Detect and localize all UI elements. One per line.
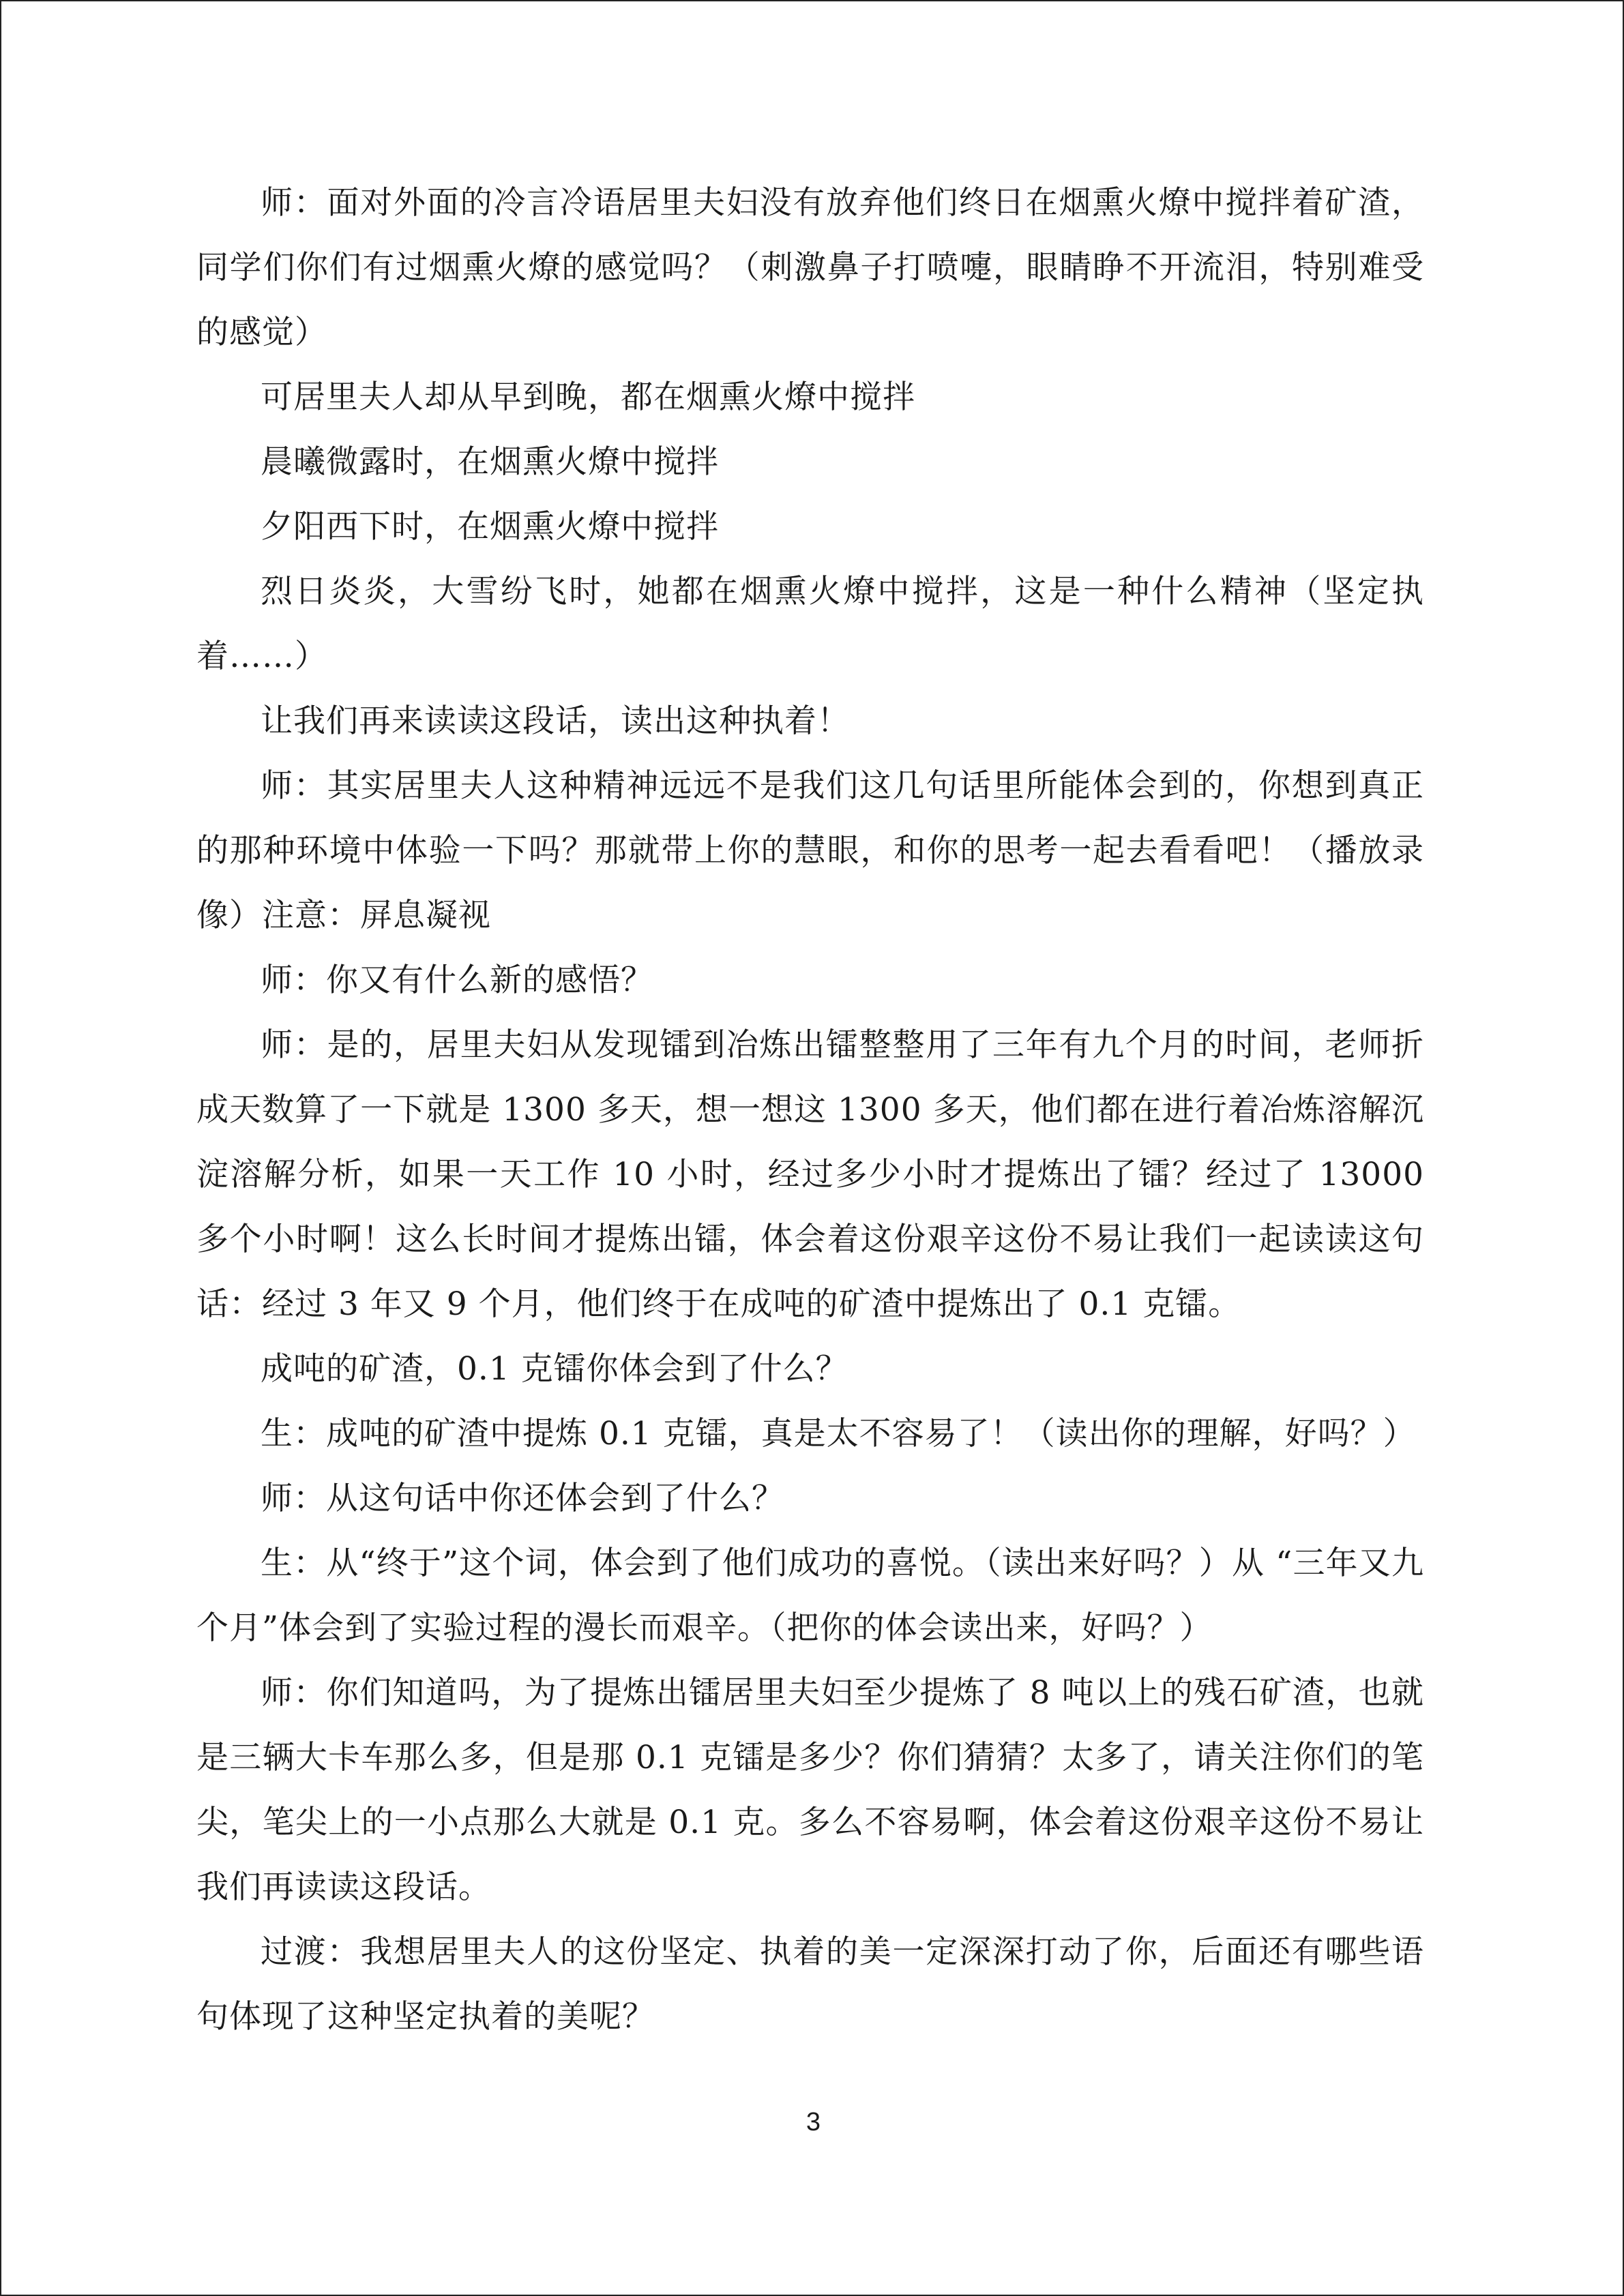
paragraph: 生：成吨的矿渣中提炼 0.1 克镭，真是太不容易了！（读出你的理解，好吗？） bbox=[261, 1415, 1416, 1452]
paragraph: 可居里夫人却从早到晚，都在烟熏火燎中搅拌 bbox=[261, 378, 915, 416]
paragraph: 让我们再来读读这段话，读出这种执着！ bbox=[261, 702, 850, 740]
paragraph: 过渡：我想居里夫人的这份坚定、执着的美一定深深打动了你，后面还有哪些语句体现了这种坚定执着的美呢？ bbox=[196, 1933, 1424, 2036]
page-number: 3 bbox=[806, 2108, 821, 2136]
paragraph: 师：其实居里夫人这种精神远远不是我们这几句话里所能体会到的，你想到真正的那种环境中体验一下吗？那就带上你的慧眼，和你的思考一起去看看吧！（播放录像）注意：屏息凝视 bbox=[196, 767, 1424, 934]
paragraph: 师：你们知道吗，为了提炼出镭居里夫妇至少提炼了 8 吨以上的残石矿渣，也就是三辆大卡车那么多，但是那 0.1 克镭是多少？你们猜猜？太多了，请关注你们的笔尖，笔尖上的一小点那么大就是 0.1 克。多么不容易啊，体会着这份艰辛这份不易让我们再读读这段话。 bbox=[196, 1674, 1424, 1906]
paragraph: 晨曦微露时，在烟熏火燎中搅拌 bbox=[261, 443, 719, 481]
paragraph: 师：是的，居里夫妇从发现镭到冶炼出镭整整用了三年有九个月的时间，老师折成天数算了一下就是 1300 多天，想一想这 1300 多天，他们都在进行着冶炼溶解沉淀溶解分析，如果一天工作 10 小时，经过多少小时才提炼出了镭？经过了 13000 多个小时啊！这么长时间才提炼出镭，体会着这份艰辛这份不易让我们一起读读这句话：经过 3 年又 9 个月，他们终于在成吨的矿渣中提炼出了 0.1 克镭。 bbox=[196, 1026, 1424, 1323]
paragraph: 烈日炎炎，大雪纷飞时，她都在烟熏火燎中搅拌，这是一种什么精神（坚定执着……） bbox=[196, 573, 1424, 675]
paragraph: 师：面对外面的冷言冷语居里夫妇没有放弃他们终日在烟熏火燎中搅拌着矿渣，同学们你们有过烟熏火燎的感觉吗？（刺激鼻子打喷嚏，眼睛睁不开流泪，特别难受的感觉） bbox=[196, 184, 1424, 351]
paragraph: 师：从这句话中你还体会到了什么？ bbox=[261, 1480, 784, 1517]
paragraph: 夕阳西下时，在烟熏火燎中搅拌 bbox=[261, 508, 719, 546]
paragraph: 师：你又有什么新的感悟？ bbox=[261, 961, 653, 999]
paragraph: 生：从“终于”这个词，体会到了他们成功的喜悦。（读出来好吗？）从 “三年又九个月”体会到了实验过程的漫长而艰辛。（把你的体会读出来，好吗？） bbox=[196, 1545, 1424, 1647]
paragraph: 成吨的矿渣，0.1 克镭你体会到了什么？ bbox=[261, 1350, 848, 1388]
document-body bbox=[196, 170, 1424, 2049]
